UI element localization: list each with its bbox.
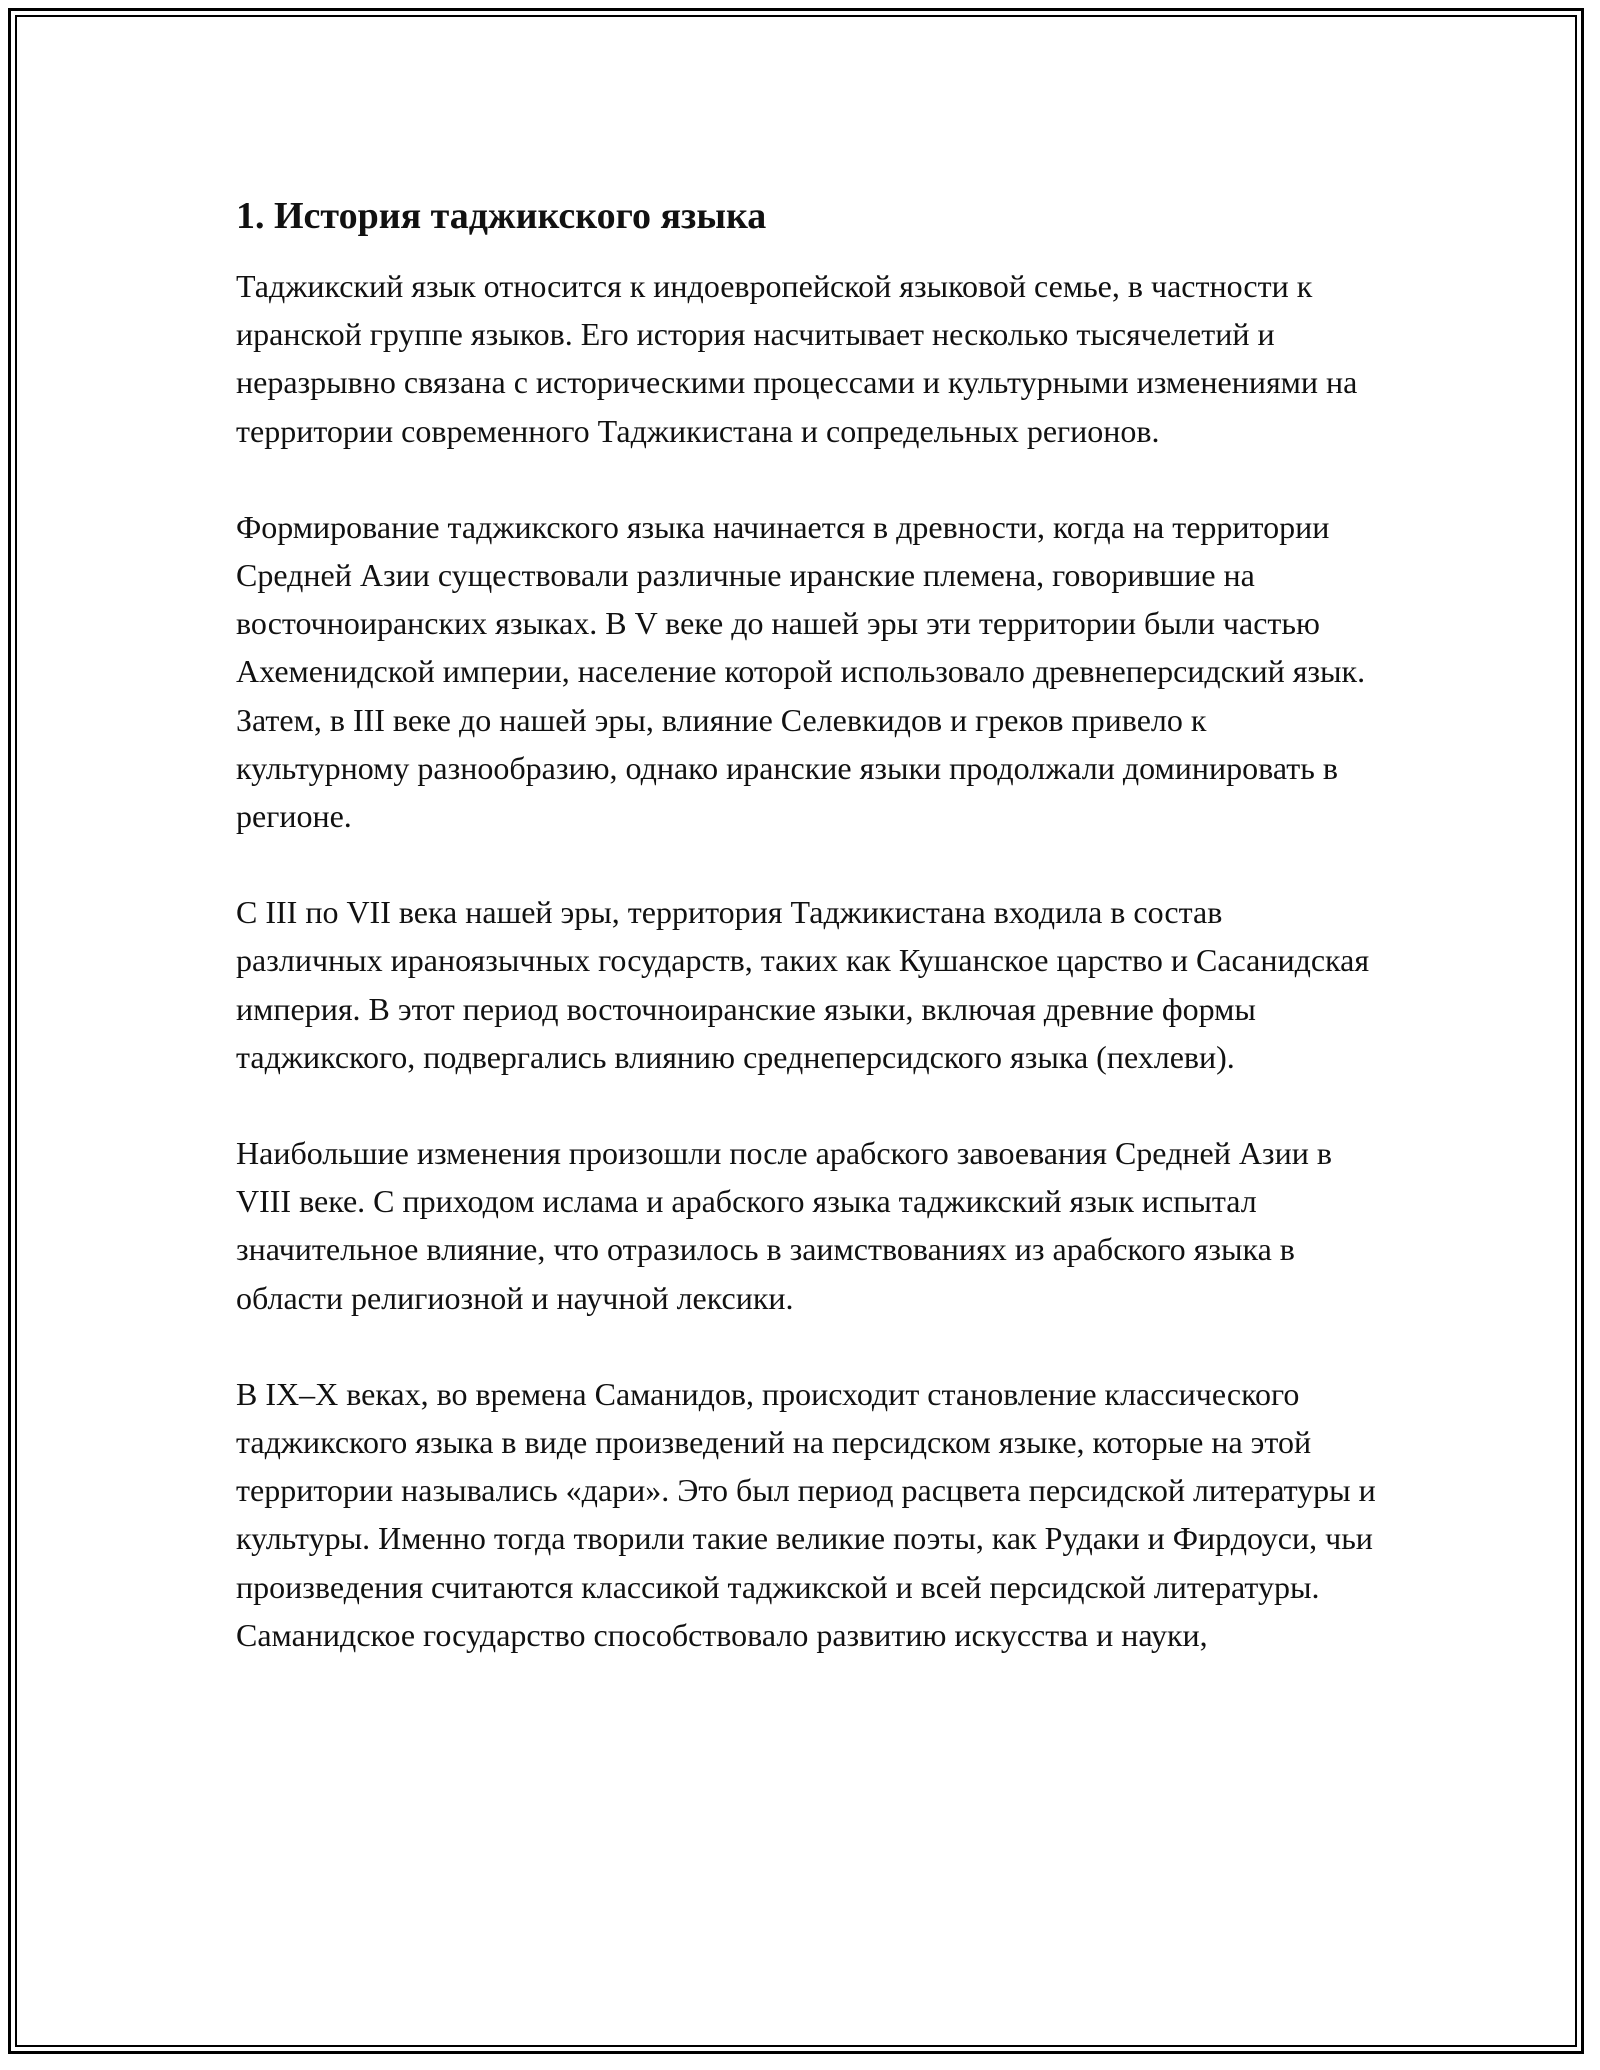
section-title: 1. История таджикского языка bbox=[236, 195, 767, 237]
paragraph-1: Таджикский язык относится к индоевропейской языковой семье, в частности к иранской группе языков. Его история насчитывает несколько тысячелетий и неразрывно связана с историческими процессами и культурными изменениями на территории современного Таджикистана и сопредельных регионов. bbox=[236, 268, 1358, 449]
document-body bbox=[236, 192, 1376, 1707]
paragraph-4: Наибольшие изменения произошли после арабского завоевания Средней Азии в VIII веке. С приходом ислама и арабского языка таджикский язык испытал значительное влияние, что отразилось в заимствованиях из арабского языка в области религиозной и научной лексики. bbox=[236, 1135, 1332, 1316]
paragraph-5: В IX–X веках, во времена Саманидов, происходит становление классического таджикского языка в виде произведений на персидском языке, которые на этой территории назывались «дари». Это был период расцвета персидской литературы и культуры. Именно тогда творили такие великие поэты, как Рудаки и Фирдоуси, чьи произведения считаются классикой таджикской и всей персидской литературы. Саманидское государство способствовало развитию искусства и науки, bbox=[236, 1375, 1376, 1653]
paragraph-2: Формирование таджикского языка начинается в древности, когда на территории Средней Азии существовали различные иранские племена, говорившие на восточноиранских языках. В V веке до нашей эры эти территории были частью Ахеменидской империи, население которой использовало древнеперсидский язык. Затем, в III веке до нашей эры, влияние Селевкидов и греков привело к культурному разнообразию, однако иранские языки продолжали доминировать в регионе. bbox=[236, 508, 1366, 835]
paragraph-3: С III по VII века нашей эры, территория Таджикистана входила в состав различных ираноязычных государств, таких как Кушанское царство и Сасанидская империя. В этот период восточноиранские языки, включая древние формы таджикского, подвергались влиянию среднеперсидского языка (пехлеви). bbox=[236, 894, 1370, 1075]
